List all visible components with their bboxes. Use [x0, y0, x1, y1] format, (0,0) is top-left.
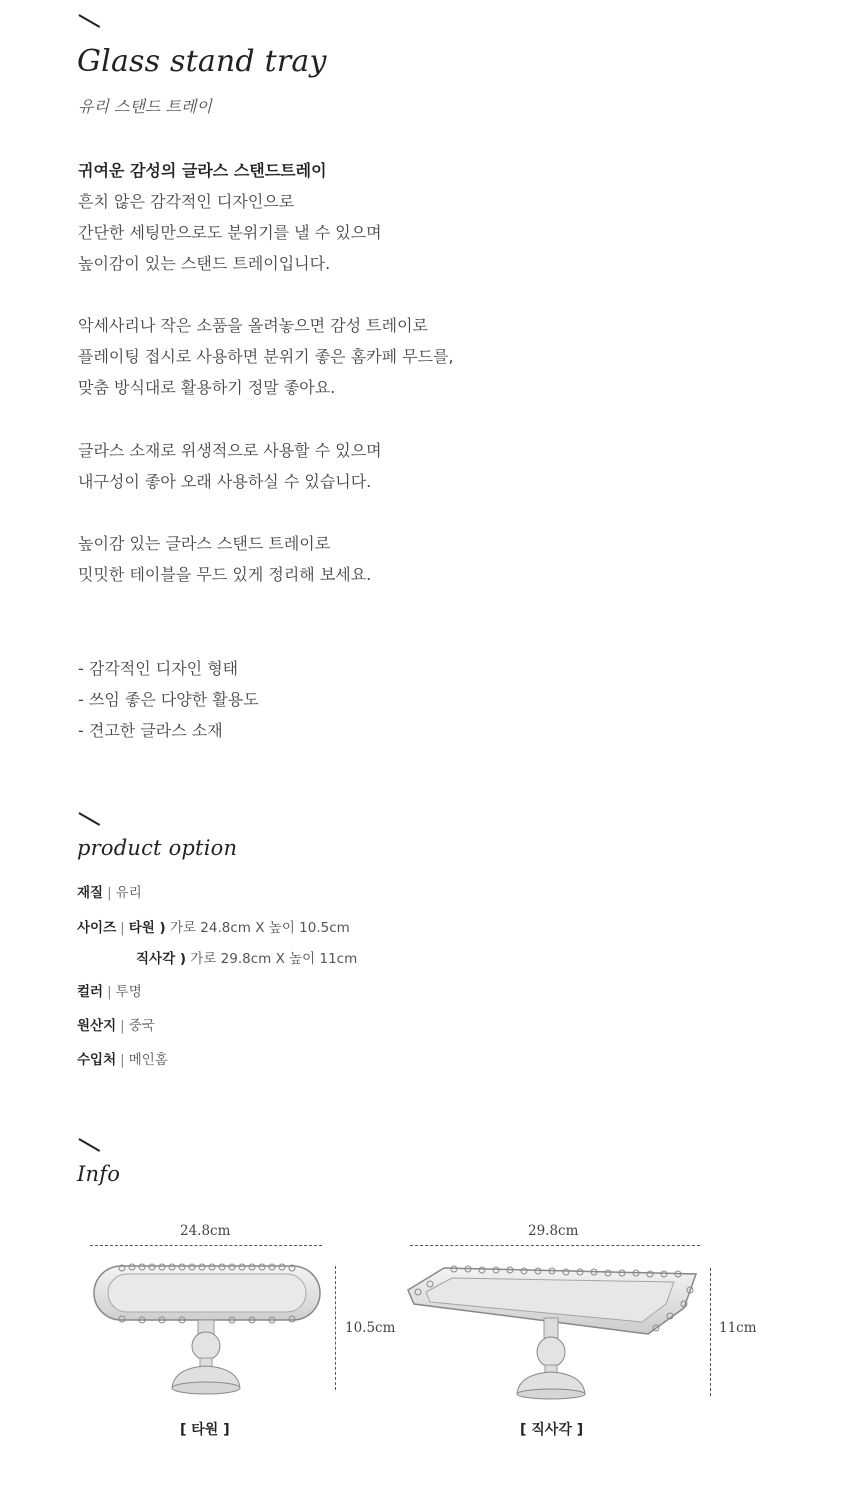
- option-key: 원산지: [77, 1018, 117, 1034]
- oval-width-label: 24.8cm: [180, 1223, 231, 1239]
- oval-tray-image: [88, 1258, 328, 1398]
- description-block: [78, 435, 382, 497]
- rect-width-line: [410, 1245, 700, 1246]
- option-size-oval: [77, 916, 350, 936]
- option-key: 수입처: [77, 1052, 117, 1068]
- option-value: 투명: [115, 984, 142, 1000]
- option-separator: |: [120, 1018, 125, 1034]
- option-key: 재질: [77, 885, 104, 901]
- oval-height-label: 10.5cm: [345, 1320, 396, 1336]
- option-subkey: 타원 ): [128, 920, 166, 936]
- description-line: 흔치 않은 감각적인 디자인으로: [78, 192, 295, 211]
- description-line: 맞춤 방식대로 활용하기 정말 좋아요.: [78, 378, 336, 397]
- description-line: 높이감이 있는 스탠드 트레이입니다.: [78, 254, 331, 273]
- option-value: 중국: [128, 1018, 155, 1034]
- page-subtitle: 유리 스탠드 트레이: [78, 97, 212, 116]
- description-headline: 귀여운 감성의 글라스 스탠드트레이: [78, 161, 327, 180]
- option-color: [77, 980, 142, 1000]
- description-line: 높이감 있는 글라스 스탠드 트레이로: [78, 534, 331, 553]
- rect-caption: [ 직사각 ]: [520, 1422, 584, 1438]
- rect-tray-image: [404, 1262, 704, 1402]
- rect-height-line: [710, 1268, 711, 1396]
- rect-height-label: 11cm: [719, 1320, 757, 1336]
- option-key: 컬러: [77, 984, 104, 1000]
- section-divider-mark: [79, 14, 101, 27]
- option-value: 메인홈: [128, 1052, 168, 1068]
- option-value: 유리: [115, 885, 142, 901]
- option-subkey: 직사각 ): [136, 951, 186, 967]
- info-heading: Info: [77, 1162, 121, 1186]
- description-line: 간단한 세팅만으로도 분위기를 낼 수 있으며: [78, 223, 382, 242]
- option-size-rect: [136, 947, 357, 967]
- feature-item: - 견고한 글라스 소재: [78, 721, 223, 740]
- option-origin: [77, 1014, 155, 1034]
- oval-caption: [ 타원 ]: [180, 1422, 230, 1438]
- description-line: 글라스 소재로 위생적으로 사용할 수 있으며: [78, 441, 382, 460]
- description-block: [78, 155, 382, 279]
- option-separator: |: [107, 984, 112, 1000]
- oval-width-line: [90, 1245, 322, 1246]
- section-divider-mark: [79, 812, 101, 825]
- description-block: [78, 528, 371, 590]
- feature-item: - 감각적인 디자인 형태: [78, 659, 239, 678]
- description-line: 악세사리나 작은 소품을 올려놓으면 감성 트레이로: [78, 316, 429, 335]
- rect-width-label: 29.8cm: [528, 1223, 579, 1239]
- section-divider-mark: [79, 1138, 101, 1151]
- description-line: 밋밋한 테이블을 무드 있게 정리해 보세요.: [78, 565, 372, 584]
- feature-list: [78, 653, 259, 746]
- option-value: 가로 29.8cm X 높이 11cm: [190, 951, 358, 967]
- product-option-heading: product option: [77, 836, 238, 860]
- oval-height-line: [335, 1266, 336, 1390]
- option-material: [77, 881, 142, 901]
- option-importer: [77, 1048, 168, 1068]
- option-key: 사이즈: [77, 920, 117, 936]
- description-line: 플레이팅 접시로 사용하면 분위기 좋은 홈카페 무드를,: [78, 347, 454, 366]
- option-value: 가로 24.8cm X 높이 10.5cm: [169, 920, 350, 936]
- page-title: Glass stand tray: [77, 44, 327, 79]
- feature-item: - 쓰임 좋은 다양한 활용도: [78, 690, 259, 709]
- option-separator: |: [120, 920, 125, 936]
- option-separator: |: [120, 1052, 125, 1068]
- description-block: [78, 310, 454, 403]
- description-line: 내구성이 좋아 오래 사용하실 수 있습니다.: [78, 472, 372, 491]
- option-separator: |: [107, 885, 112, 901]
